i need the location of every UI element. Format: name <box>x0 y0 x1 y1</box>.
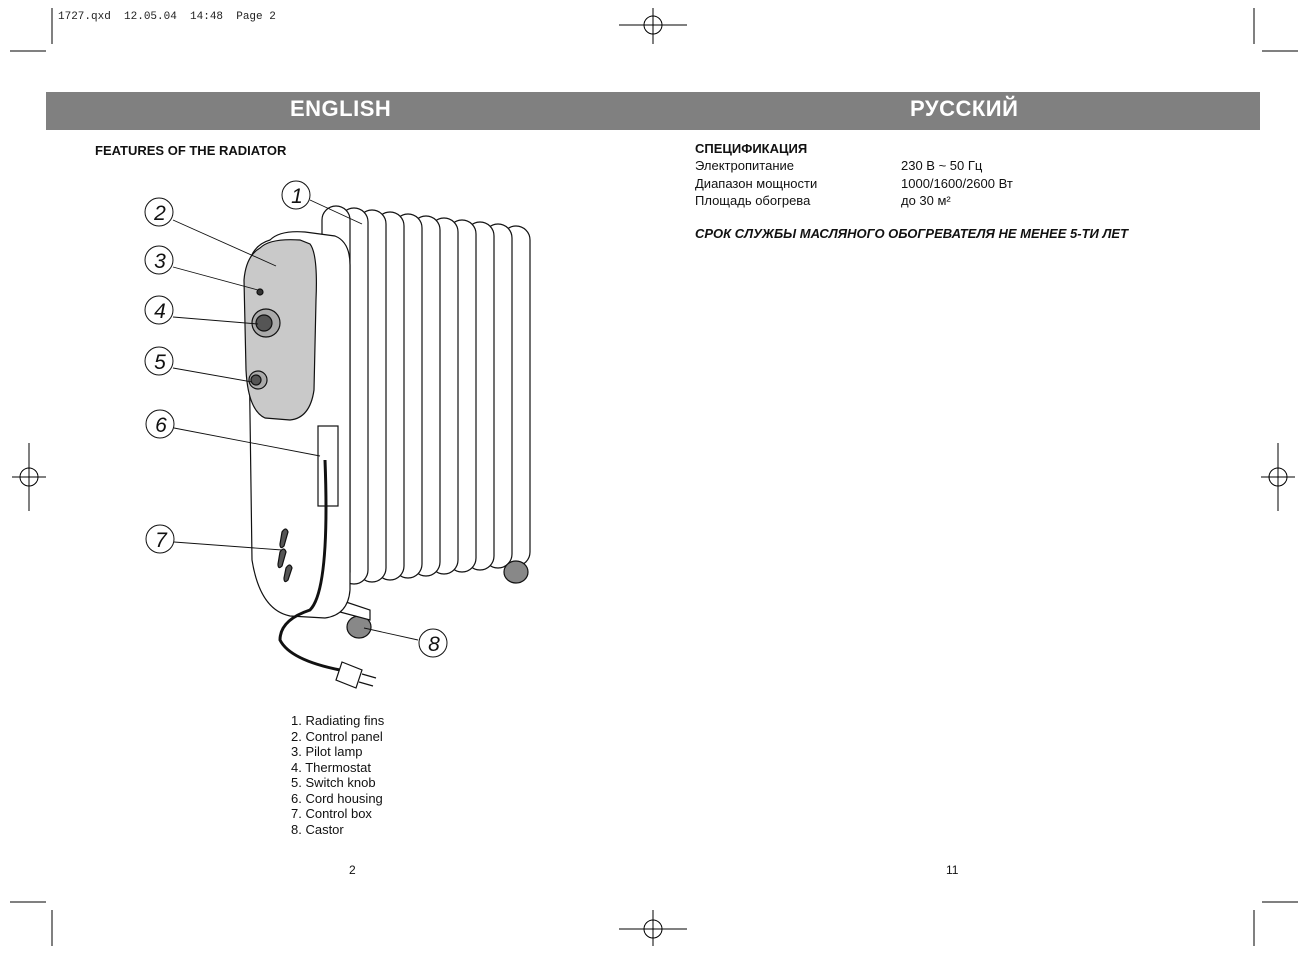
print-slug: 1727.qxd 12.05.04 14:48 Page 2 <box>58 11 276 23</box>
spec-label: Электропитание <box>695 158 794 173</box>
callout-6: 6 <box>155 414 167 437</box>
parts-legend <box>291 713 384 837</box>
specs-table <box>695 157 1013 210</box>
callout-3: 3 <box>154 250 166 273</box>
page-number-right: 11 <box>946 863 959 877</box>
spec-value: 1000/1600/2600 Вт <box>901 175 1013 191</box>
banner-english: ENGLISH <box>290 96 392 121</box>
legend-item: 3. Pilot lamp <box>291 744 363 759</box>
banner-russian: РУССКИЙ <box>910 96 1019 121</box>
callout-1: 1 <box>291 185 303 208</box>
callout-7: 7 <box>155 529 167 552</box>
spec-row <box>695 175 1013 193</box>
legend-item: 5. Switch knob <box>291 775 376 790</box>
callout-5: 5 <box>154 351 166 374</box>
legend-item: 2. Control panel <box>291 728 383 744</box>
spec-row <box>695 192 1013 210</box>
callout-2: 2 <box>154 202 166 225</box>
legend-item: 1. Radiating fins <box>291 713 385 728</box>
specification-heading: СПЕЦИФИКАЦИЯ <box>695 141 808 156</box>
features-heading: FEATURES OF THE RADIATOR <box>95 143 287 158</box>
spec-label: Диапазон мощности <box>695 175 818 191</box>
callout-4: 4 <box>154 300 166 323</box>
service-life-notice: СРОК СЛУЖБЫ МАСЛЯНОГО ОБОГРЕВАТЕЛЯ НЕ МЕНЕЕ 5-ТИ ЛЕТ <box>695 226 1129 241</box>
spec-row <box>695 157 1013 175</box>
callout-8: 8 <box>428 633 440 656</box>
spec-label: Площадь обогрева <box>695 193 811 208</box>
legend-item: 7. Control box <box>291 806 372 821</box>
legend-item: 8. Castor <box>291 821 344 837</box>
spec-value: до 30 м² <box>901 193 951 208</box>
legend-item: 4. Thermostat <box>291 759 371 775</box>
spec-value: 230 В ~ 50 Гц <box>901 158 983 173</box>
page-number-left: 2 <box>349 863 356 877</box>
legend-item: 6. Cord housing <box>291 790 383 806</box>
